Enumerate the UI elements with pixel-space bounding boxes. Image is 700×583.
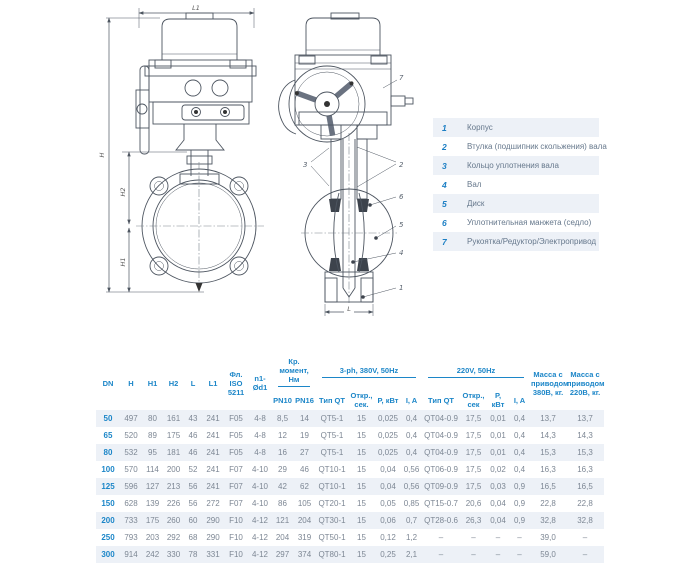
table-cell: 17,5	[465, 448, 482, 457]
table-cell: 0,9	[513, 499, 526, 508]
column-header: Откр., сек.	[350, 391, 373, 409]
table-cell: 319	[297, 533, 312, 542]
table-cell: 60	[188, 516, 198, 525]
table-cell: 297	[275, 550, 290, 559]
column-header: Масса с приводом 380В, кг.	[531, 369, 569, 397]
table-cell: 4-10	[251, 499, 268, 508]
table-cell: 241	[206, 448, 220, 457]
table-cell: 0,9	[513, 482, 526, 491]
table-cell: 15	[357, 482, 366, 491]
table-cell: –	[495, 550, 501, 559]
dn-cell: 200	[101, 516, 115, 525]
table-cell: 20,6	[465, 499, 482, 508]
table-cell: 17,5	[465, 414, 482, 423]
legend-item-label: Уплотнительная манжета (седло)	[467, 218, 592, 227]
hook-handle	[279, 80, 296, 134]
table-cell: 290	[206, 533, 220, 542]
column-header: H1	[147, 378, 158, 388]
valve-body-front	[136, 162, 264, 292]
table-cell: 374	[297, 550, 312, 559]
group-header: 220V, 50Hz	[422, 356, 530, 390]
dim-label-h: H	[98, 152, 106, 158]
actuator-front	[136, 13, 256, 154]
dim-label-h2: H2	[119, 187, 127, 197]
column-header: Откр., сек	[462, 391, 485, 409]
callouts	[303, 74, 404, 299]
table-cell: 570	[124, 465, 138, 474]
legend-item-number: 1	[442, 122, 447, 133]
table-cell: 292	[166, 533, 181, 542]
table-cell: F10	[229, 533, 243, 542]
table-cell: 0,04	[490, 516, 506, 525]
dn-cell: 65	[103, 431, 113, 440]
table-cell: 32,8	[540, 516, 556, 525]
table-cell: 17,5	[465, 431, 482, 440]
table-cell: 59,0	[540, 550, 556, 559]
table-cell: 175	[166, 431, 181, 440]
column-header: Тип QT	[319, 395, 345, 405]
table-cell: –	[582, 533, 588, 542]
table-cell: QT20-1	[318, 499, 346, 508]
table-cell: 200	[166, 465, 181, 474]
table-cell: –	[517, 550, 522, 559]
legend-item	[433, 118, 599, 137]
table-cell: QT80-1	[318, 550, 346, 559]
table-cell: 241	[206, 482, 220, 491]
table-cell: 0,04	[490, 499, 506, 508]
table-cell: QT09-0.9	[424, 482, 458, 491]
table-cell: 331	[206, 550, 220, 559]
table-cell: 16,5	[540, 482, 556, 491]
dn-cell: 150	[101, 499, 115, 508]
table-cell: 0,4	[513, 465, 526, 474]
table-cell: 16,3	[577, 465, 593, 474]
table-cell: 22,8	[577, 499, 593, 508]
table-cell: 4-10	[251, 465, 268, 474]
table-cell: QT5-1	[320, 414, 344, 423]
table-cell: 0,4	[405, 448, 418, 457]
legend-item-label: Корпус	[467, 123, 493, 132]
callout-5: 5	[399, 221, 404, 229]
legend-item	[433, 232, 599, 251]
parts-legend	[433, 118, 607, 251]
table-cell: 127	[145, 482, 160, 491]
table-row	[96, 546, 604, 563]
column-header: Фл. ISO 5211	[227, 369, 245, 397]
table-cell: 520	[124, 431, 138, 440]
table-cell: 15	[357, 414, 366, 423]
table-cell: 0,4	[405, 431, 418, 440]
table-cell: 17,5	[465, 482, 482, 491]
table-cell: –	[517, 533, 522, 542]
table-row	[96, 410, 604, 427]
table-cell: QT5-1	[320, 448, 344, 457]
table-cell: 0,56	[403, 482, 420, 491]
group-header: 3-ph, 380V, 50Hz	[316, 356, 422, 390]
legend-item-number: 5	[442, 198, 447, 209]
column-header: P, кВт	[491, 391, 505, 409]
table-cell: 62	[300, 482, 309, 491]
table-cell: QT04-0.9	[424, 448, 458, 457]
table-cell: 4-8	[254, 431, 266, 440]
table-cell: 14	[300, 414, 309, 423]
table-cell: 0,01	[490, 431, 506, 440]
table-cell: 241	[206, 431, 220, 440]
table-row	[96, 495, 604, 512]
table-cell: 12	[278, 431, 287, 440]
table-cell: 0,12	[380, 533, 396, 542]
table-cell: 105	[297, 499, 312, 508]
table-cell: 26,3	[465, 516, 482, 525]
table-cell: 52	[188, 465, 198, 474]
table-cell: 596	[124, 482, 138, 491]
table-cell: 0,4	[513, 431, 526, 440]
table-cell: 0,01	[490, 448, 506, 457]
table-cell: 46	[300, 465, 309, 474]
dn-cell: 50	[103, 414, 113, 423]
table-cell: 15	[357, 550, 366, 559]
table-cell: 175	[145, 516, 160, 525]
table-row	[96, 478, 604, 495]
table-cell: 0,4	[513, 448, 526, 457]
table-cell: QT28-0.6	[424, 516, 458, 525]
table-cell: 16,3	[540, 465, 556, 474]
table-cell: 13,7	[540, 414, 556, 423]
side-view-drawing	[273, 0, 443, 320]
table-cell: –	[471, 533, 476, 542]
spec-table	[96, 356, 604, 563]
dim-label-h1: H1	[119, 257, 127, 267]
table-cell: 15	[357, 533, 366, 542]
table-cell: 68	[188, 533, 198, 542]
table-cell: –	[582, 550, 588, 559]
legend-item	[433, 156, 599, 175]
handwheel	[279, 66, 365, 142]
table-cell: 15	[357, 465, 366, 474]
table-cell: 272	[206, 499, 220, 508]
table-row	[96, 461, 604, 478]
table-cell: 15,3	[540, 448, 556, 457]
table-cell: 0,04	[380, 465, 396, 474]
table-cell: 181	[166, 448, 181, 457]
column-header: L1	[208, 378, 218, 388]
callout-6: 6	[399, 193, 404, 201]
table-cell: 16	[278, 448, 287, 457]
table-cell: 4-12	[251, 533, 268, 542]
column-header: H	[128, 378, 134, 388]
table-cell: 0,025	[377, 431, 399, 440]
table-cell: QT04-0.9	[424, 431, 458, 440]
column-header: I, A	[405, 395, 418, 405]
table-cell: 80	[148, 414, 157, 423]
table-cell: 0,06	[380, 516, 396, 525]
table-cell: 14,3	[540, 431, 556, 440]
table-cell: QT10-1	[318, 482, 346, 491]
table-cell: 14,3	[577, 431, 593, 440]
table-cell: 161	[166, 414, 181, 423]
table-cell: F10	[229, 516, 243, 525]
table-cell: F05	[229, 414, 243, 423]
table-row	[96, 529, 604, 546]
table-cell: 0,03	[490, 482, 506, 491]
table-cell: 204	[297, 516, 312, 525]
table-cell: 139	[145, 499, 160, 508]
callout-1: 1	[399, 284, 404, 292]
table-cell: 56	[188, 482, 198, 491]
table-cell: 27	[300, 448, 309, 457]
column-header: PN10	[273, 395, 292, 405]
column-header: L	[190, 378, 196, 388]
table-cell: 56	[188, 499, 198, 508]
table-cell: 204	[275, 533, 290, 542]
table-cell: 46	[188, 448, 198, 457]
table-row	[96, 512, 604, 529]
table-cell: 0,4	[513, 414, 526, 423]
dim-label-l1: L1	[192, 4, 200, 12]
legend-item-number: 6	[442, 217, 447, 228]
callout-7: 7	[399, 74, 404, 82]
table-cell: 121	[275, 516, 290, 525]
table-cell: 13,7	[577, 414, 593, 423]
table-cell: 15	[357, 499, 366, 508]
table-cell: 203	[145, 533, 160, 542]
legend-item-label: Втулка (подшипник скольжения) вала	[467, 142, 607, 151]
table-cell: 78	[188, 550, 198, 559]
legend-item-number: 2	[442, 141, 447, 152]
table-cell: 0,56	[403, 465, 420, 474]
table-cell: 2,1	[405, 550, 418, 559]
table-cell: 260	[166, 516, 181, 525]
table-cell: –	[471, 550, 476, 559]
table-cell: QT30-1	[318, 516, 346, 525]
table-row	[96, 427, 604, 444]
table-cell: 4-8	[254, 448, 266, 457]
table-cell: 43	[188, 414, 198, 423]
table-cell: 4-8	[254, 414, 266, 423]
table-cell: 497	[124, 414, 138, 423]
table-cell: 22,8	[540, 499, 556, 508]
column-header: Тип QT	[428, 395, 454, 405]
table-cell: 914	[124, 550, 138, 559]
table-cell: 15,3	[577, 448, 593, 457]
legend-item-number: 7	[442, 236, 447, 247]
legend-item	[433, 137, 607, 156]
table-cell: 15	[357, 431, 366, 440]
column-header: Масса с приводом 220В, кг.	[567, 369, 605, 397]
dn-cell: 250	[101, 533, 115, 542]
legend-item-number: 4	[442, 179, 447, 190]
column-header: P, кВт	[377, 395, 399, 405]
column-header: DN	[102, 378, 114, 388]
legend-item-label: Рукоятка/Редуктор/Электропривод	[467, 237, 597, 246]
table-cell: 86	[278, 499, 287, 508]
legend-item	[433, 175, 599, 194]
table-cell: QT50-1	[318, 533, 346, 542]
table-cell: 226	[166, 499, 181, 508]
table-cell: QT10-1	[318, 465, 346, 474]
table-cell: 15	[357, 448, 366, 457]
column-header: n1-Ød1	[252, 374, 268, 392]
column-header: H2	[168, 378, 179, 388]
legend-item-label: Диск	[467, 199, 485, 208]
table-row	[96, 444, 604, 461]
table-cell: –	[438, 533, 444, 542]
table-cell: 0,05	[380, 499, 396, 508]
table-cell: 114	[146, 465, 159, 474]
table-cell: 628	[124, 499, 138, 508]
table-cell: QT5-1	[320, 431, 344, 440]
table-cell: F07	[229, 482, 243, 491]
table-cell: 4-12	[251, 516, 268, 525]
table-cell: 19	[300, 431, 309, 440]
table-cell: 39,0	[540, 533, 556, 542]
table-cell: 0,02	[490, 465, 506, 474]
table-cell: 0,7	[405, 516, 418, 525]
table-cell: 242	[145, 550, 160, 559]
callout-3: 3	[303, 161, 308, 169]
legend-item-number: 3	[442, 160, 447, 171]
table-cell: 241	[206, 465, 220, 474]
table-cell: F10	[229, 550, 243, 559]
table-cell: –	[438, 550, 444, 559]
table-cell: 32,8	[577, 516, 593, 525]
table-cell: 0,85	[403, 499, 420, 508]
dim-label-l: L	[347, 305, 351, 313]
table-cell: QT04-0.9	[424, 414, 458, 423]
table-cell: 8,5	[276, 414, 289, 423]
table-cell: 29	[278, 465, 287, 474]
table-cell: 42	[278, 482, 287, 491]
dn-cell: 100	[101, 465, 115, 474]
table-cell: 17,5	[465, 465, 482, 474]
table-cell: 15	[357, 516, 366, 525]
dn-cell: 300	[101, 550, 115, 559]
column-header: I, A	[513, 395, 526, 405]
table-cell: 0,025	[377, 448, 399, 457]
table-cell: 330	[166, 550, 181, 559]
table-cell: 213	[166, 482, 181, 491]
callout-4: 4	[399, 249, 404, 257]
group-header: Кр. момент, Нм	[272, 356, 316, 390]
table-cell: 89	[148, 431, 157, 440]
table-cell: 241	[206, 414, 220, 423]
table-cell: F07	[229, 499, 243, 508]
table-cell: F07	[229, 465, 243, 474]
table-cell: 1,2	[405, 533, 418, 542]
table-cell: 532	[124, 448, 138, 457]
table-cell: 733	[124, 516, 138, 525]
table-cell: 0,04	[380, 482, 396, 491]
legend-item-label: Вал	[467, 180, 482, 189]
table-cell: 0,25	[380, 550, 396, 559]
legend-item-label: Кольцо уплотнения вала	[467, 161, 559, 170]
table-cell: QT06-0.9	[424, 465, 458, 474]
dn-cell: 80	[103, 448, 113, 457]
table-cell: 16,5	[577, 482, 593, 491]
table-cell: 4-10	[251, 482, 268, 491]
table-cell: 4-12	[251, 550, 268, 559]
dn-cell: 125	[101, 482, 115, 491]
valve-section	[301, 125, 397, 304]
table-cell: 0,025	[377, 414, 399, 423]
table-cell: –	[495, 533, 501, 542]
table-cell: 793	[124, 533, 138, 542]
table-cell: 0,01	[490, 414, 506, 423]
table-cell: 46	[188, 431, 198, 440]
legend-item	[433, 213, 599, 232]
table-cell: 290	[206, 516, 220, 525]
table-cell: F05	[229, 448, 243, 457]
table-cell: 95	[148, 448, 157, 457]
table-cell: QT15-0.7	[424, 499, 458, 508]
legend-item	[433, 194, 599, 213]
table-cell: 0,9	[513, 516, 526, 525]
column-header: PN16	[295, 395, 314, 405]
callout-2: 2	[399, 161, 404, 169]
table-cell: F05	[229, 431, 243, 440]
table-cell: 0,4	[405, 414, 418, 423]
